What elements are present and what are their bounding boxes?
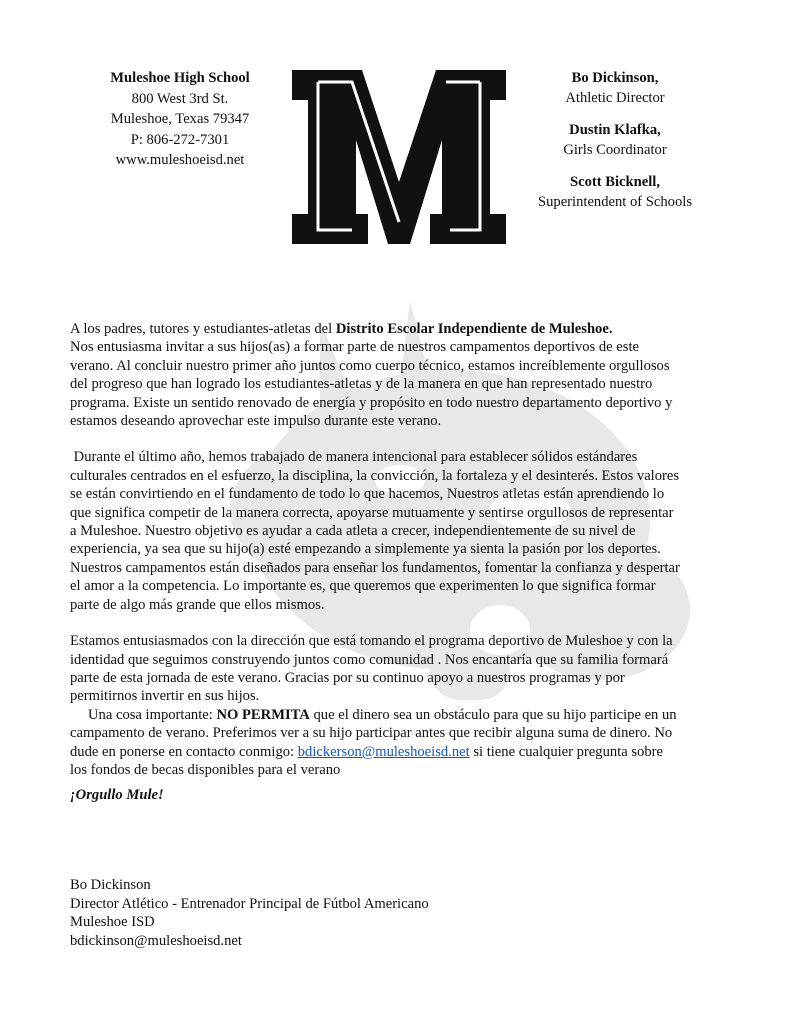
- paragraph-line: a Muleshoe. Nuestro objetivo es ayudar a cada atleta a crecer, independientemente de su nivel de: [70, 523, 636, 540]
- paragraph-line: verano. Al concluir nuestro primer año juntos como cuerpo técnico, estamos increíblemente orgullosos: [70, 357, 670, 374]
- paragraph-line: parte de esta jornada de este verano. Gracias por su continuo apoyo a nuestros programas y por: [70, 669, 625, 686]
- closing-slogan: ¡Orgullo Mule!: [70, 787, 164, 803]
- phone-number: P: 806-272-7301: [130, 131, 230, 148]
- email-link[interactable]: bdickerson@muleshoeisd.net: [297, 743, 470, 760]
- contact-text: si tiene cualquier pregunta sobre: [469, 743, 663, 760]
- address-line1: 800 West 3rd St.: [131, 90, 229, 107]
- important-note-line: [70, 706, 730, 724]
- paragraph-line: parte de algo más grande que ellos mismos.: [70, 596, 325, 613]
- paragraph-line: que significa competir de la manera correcta, apoyarse mutuamente y sentirse orgullosos de representar: [70, 504, 674, 521]
- salutation-line: [70, 320, 730, 338]
- paragraph-line: el amor a la competencia. Lo importante es, que queremos que experimenten lo que significa formar: [70, 578, 656, 595]
- note-text: que el dinero sea un obstáculo para que su hijo participe en un: [309, 706, 677, 723]
- contact-name: Bo Dickinson,: [571, 70, 659, 86]
- district-name: Distrito Escolar Independiente de Muleshoe.: [335, 321, 613, 337]
- paragraph-line: los fondos de becas disponibles para el verano: [70, 761, 341, 778]
- staff-contacts-block: [520, 68, 710, 224]
- contact-title: Superintendent of Schools: [537, 194, 693, 210]
- paragraph-line: Nuestros campamentos están diseñados para enseñar los fundamentos, fomentar la confianza y despertar: [70, 559, 680, 576]
- signature-org: Muleshoe ISD: [70, 914, 155, 931]
- paragraph-line: se están convirtiendo en el fundamento de todo lo que hacemos, Nuestros atletas están aprendiendo lo: [70, 486, 665, 503]
- paragraph-line: programa. Existe un sentido renovado de energía y propósito en todo nuestro departamento deportivo y: [70, 394, 673, 411]
- paragraph-line: culturales centrados en el esfuerzo, la disciplina, la convicción, la fortaleza y el desinterés. Estos valores: [70, 467, 680, 484]
- contact-text: dude en ponerse en contacto conmigo:: [70, 743, 298, 760]
- paragraph-line: estamos deseando aprovechar este impulso durante este verano.: [70, 413, 442, 430]
- paragraph-line: Estamos entusiasmados con la dirección que está tomando el programa deportivo de Muleshoe y con la: [70, 633, 673, 650]
- contact-name: Dustin Klafka,: [569, 122, 661, 138]
- contact-superintendent: [520, 172, 710, 212]
- signature-title: Director Atlético - Entrenador Principal de Fútbol Americano: [70, 895, 429, 912]
- muleshoe-m-logo-icon: [290, 70, 508, 244]
- paragraph-line: del progreso que han logrado los estudiantes-atletas y de la manera en que han representado nuestro: [70, 376, 653, 393]
- contact-title: Girls Coordinator: [563, 142, 667, 158]
- contact-girls-coordinator: [520, 120, 710, 160]
- address-line2: Muleshoe, Texas 79347: [110, 111, 250, 127]
- signature-block: [70, 876, 429, 950]
- school-name: Muleshoe High School: [110, 70, 250, 86]
- signature-email: bdickinson@muleshoeisd.net: [70, 932, 242, 949]
- signature-name: Bo Dickinson: [70, 877, 151, 893]
- paragraph-line: Nos entusiasma invitar a sus hijos(as) a formar parte de nuestros campamentos deportivos de este: [70, 339, 639, 356]
- salutation-text: A los padres, tutores y estudiantes-atletas del: [70, 321, 336, 337]
- website: www.muleshoeisd.net: [115, 152, 245, 168]
- letter-body: [70, 320, 730, 779]
- note-text: Una cosa importante:: [88, 706, 217, 723]
- contact-athletic-director: [520, 68, 710, 108]
- paragraph-line: Durante el último año, hemos trabajado de manera intencional para establecer sólidos estándares: [70, 449, 638, 466]
- paragraph-line: experiencia, ya sea que su hijo(a) esté empezando a simplemente ya sienta la pasión por los deportes.: [70, 541, 661, 558]
- paragraph-line: identidad que seguimos construyendo juntos como comunidad . Nos encantaría que su familia formará: [70, 651, 669, 668]
- contact-name: Scott Bicknell,: [570, 174, 660, 190]
- paragraph-line: permitirnos invertir en sus hijos.: [70, 688, 260, 705]
- contact-line: [70, 743, 730, 761]
- paragraph-line: campamento de verano. Preferimos ver a su hijo participar antes que recibir alguna suma de dinero. No: [70, 725, 673, 742]
- school-address-block: [90, 68, 270, 171]
- contact-title: Athletic Director: [565, 90, 665, 106]
- no-permita-text: NO PERMITA: [216, 706, 310, 723]
